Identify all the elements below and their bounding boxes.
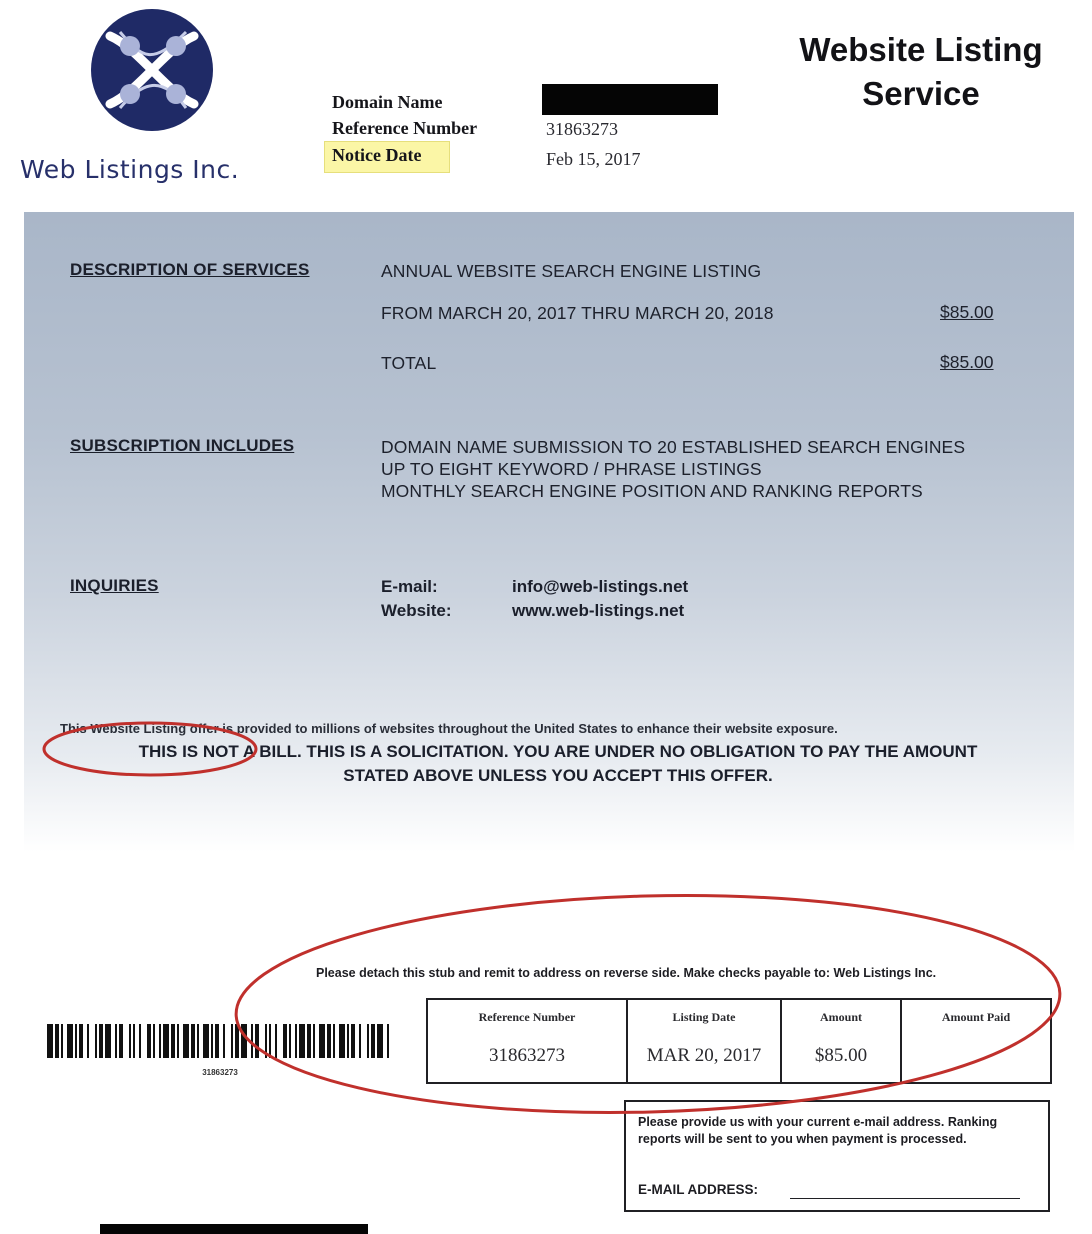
reference-number-label: Reference Number bbox=[332, 118, 478, 138]
stub-cell-amount-paid[interactable] bbox=[902, 1000, 1050, 1082]
company-logo-text: Web Listings Inc. bbox=[20, 155, 240, 184]
services-heading: DESCRIPTION OF SERVICES bbox=[70, 260, 310, 279]
stub-value-amount: $85.00 bbox=[814, 1045, 868, 1066]
inquiries-website-label: Website: bbox=[381, 601, 452, 620]
stub-instruction: Please detach this stub and remit to address on reverse side. Make checks payable to: Web Listings Inc. bbox=[316, 966, 937, 980]
subscription-item: DOMAIN NAME SUBMISSION TO 20 ESTABLISHED SEARCH ENGINES bbox=[381, 437, 966, 457]
disclaimer-small-print: This Website Listing offer is provided to millions of websites throughout the United States to enhance their website exposure. bbox=[60, 721, 838, 736]
domain-name-label: Domain Name bbox=[332, 92, 443, 112]
stub-cell-listing-date bbox=[628, 1000, 782, 1082]
stub-header-reference-number: Reference Number bbox=[478, 1010, 576, 1024]
email-address-field[interactable] bbox=[790, 1198, 1020, 1199]
crossed-swoosh-logo-icon bbox=[90, 8, 214, 132]
document-title: Website Listing Service bbox=[799, 31, 1043, 112]
disclaimer-line-1: THIS IS NOT A BILL. THIS IS A SOLICITATION. YOU ARE UNDER NO OBLIGATION TO PAY THE AMOUNT bbox=[138, 742, 978, 761]
subscription-heading: SUBSCRIPTION INCLUDES bbox=[70, 436, 295, 455]
notice-date-label: Notice Date bbox=[332, 145, 422, 165]
stub-header-amount: Amount bbox=[819, 1010, 862, 1024]
services-line-2-amount: $85.00 bbox=[940, 302, 994, 322]
total-label: TOTAL bbox=[381, 353, 437, 373]
domain-name-redaction bbox=[542, 84, 718, 115]
stub-header-listing-date: Listing Date bbox=[672, 1010, 736, 1024]
subscription-item: MONTHLY SEARCH ENGINE POSITION AND RANKING REPORTS bbox=[381, 481, 923, 501]
inquiries-email-value[interactable]: info@web-listings.net bbox=[512, 577, 689, 596]
stub-value-listing-date: MAR 20, 2017 bbox=[646, 1045, 762, 1066]
reference-number-value: 31863273 bbox=[546, 119, 618, 139]
stub-header-amount-paid: Amount Paid bbox=[941, 1010, 1011, 1024]
email-note: Please provide us with your current e-mail address. Ranking reports will be sent to you when payment is processed. bbox=[638, 1115, 998, 1146]
stub-cell-reference-number bbox=[428, 1000, 628, 1082]
disclaimer-line-2: STATED ABOVE UNLESS YOU ACCEPT THIS OFFER. bbox=[343, 766, 773, 785]
stub-cell-amount bbox=[782, 1000, 902, 1082]
services-line-2: FROM MARCH 20, 2017 THRU MARCH 20, 2018 bbox=[381, 303, 774, 323]
barcode-number: 31863273 bbox=[202, 1068, 238, 1077]
services-line-1: ANNUAL WEBSITE SEARCH ENGINE LISTING bbox=[381, 261, 762, 281]
disclaimer-solicitation bbox=[68, 740, 1048, 788]
notice-date-value: Feb 15, 2017 bbox=[546, 149, 641, 169]
inquiries-heading: INQUIRIES bbox=[70, 576, 159, 595]
inquiries-website-value[interactable]: www.web-listings.net bbox=[512, 601, 685, 620]
stub-value-reference-number: 31863273 bbox=[489, 1045, 565, 1066]
barcode-icon bbox=[47, 1024, 389, 1058]
bottom-redaction bbox=[100, 1224, 368, 1234]
remittance-stub-table bbox=[426, 998, 1052, 1084]
subscription-item: UP TO EIGHT KEYWORD / PHRASE LISTINGS bbox=[381, 459, 762, 479]
total-amount: $85.00 bbox=[940, 352, 994, 372]
inquiries-email-label: E-mail: bbox=[381, 577, 438, 596]
email-address-label: E-MAIL ADDRESS: bbox=[638, 1182, 759, 1197]
